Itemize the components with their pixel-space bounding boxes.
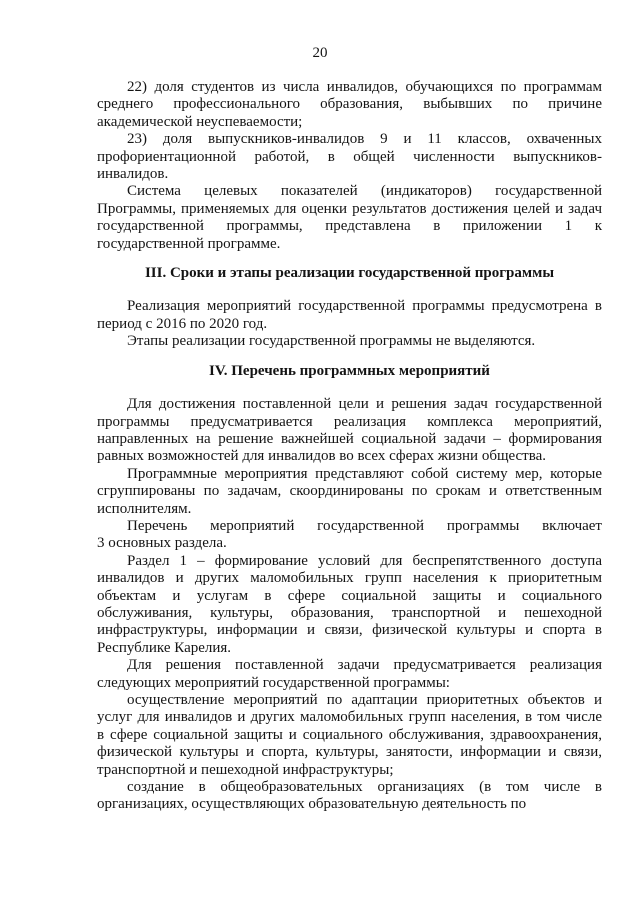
- text-line: осуществление мероприятий по адаптации приоритетных объектов и: [127, 692, 602, 708]
- text-line: инвалидов.: [97, 166, 169, 183]
- text-line: равных возможностей для инвалидов во всех сферах жизни общества.: [97, 448, 547, 465]
- text-line: Перечень мероприятий государственной программы включает: [127, 517, 602, 534]
- text-line: направленных на решение важнейшей социальной задачи – формирования: [97, 430, 602, 447]
- section-heading-iii: III. Сроки и этапы реализации государственной программы: [144, 265, 555, 282]
- text-line: программы предусматривается реализация комплекса мероприятий,: [97, 413, 602, 430]
- text-line: исполнителям.: [97, 500, 192, 517]
- text-line: государственной программе.: [97, 235, 281, 252]
- paragraph-indicators: [97, 183, 602, 253]
- paragraph-adaptation-measures: [97, 692, 602, 779]
- text-line: организациях, осуществляющих образовательную деятельность по: [97, 796, 527, 813]
- text-line: профориентационной работой, в общей численности выпускников-: [97, 148, 602, 165]
- text-line: транспортной и пешеходной инфраструктуры;: [97, 761, 394, 778]
- text-line: 22) доля студентов из числа инвалидов, обучающихся по программам: [127, 79, 602, 95]
- text-line: Для решения поставленной задачи предусматривается реализация: [127, 657, 602, 674]
- page-number: 20: [312, 45, 328, 61]
- paragraph-sections-count: [97, 518, 602, 553]
- paragraph-creation-in-organizations: [97, 779, 602, 814]
- paragraph-item-23: [97, 131, 602, 183]
- paragraph-goal: [97, 396, 602, 466]
- text-line: Реализация мероприятий государственной программы предусмотрена в: [127, 298, 602, 315]
- paragraph-item-22: [97, 79, 602, 131]
- text-line: Республике Карелия.: [97, 639, 232, 656]
- text-line: среднего профессионального образования, выбывших по причине: [97, 96, 602, 113]
- page-content: [97, 79, 602, 814]
- section-heading-iv: IV. Перечень программных мероприятий: [209, 362, 490, 379]
- paragraph-stages: [97, 333, 602, 350]
- text-line: физической культуры и спорта, культуры, занятости, информации и связи,: [97, 744, 602, 761]
- text-line: 23) доля выпускников-инвалидов 9 и 11 классов, охваченных: [127, 131, 602, 148]
- text-line: инвалидов и других маломобильных групп населения к приоритетным: [97, 570, 602, 587]
- paragraph-system-of-measures: [97, 466, 602, 518]
- text-line: период с 2016 по 2020 год.: [97, 315, 268, 332]
- text-line: объектам и услугам в сфере социальной защиты и социального: [97, 587, 602, 604]
- text-line: Раздел 1 – формирование условий для беспрепятственного доступа: [127, 552, 602, 569]
- paragraph-section-1: [97, 553, 602, 657]
- text-line: Этапы реализации государственной программы не выделяются.: [127, 333, 536, 350]
- text-line: в сфере социальной защиты и социального обслуживания, здравоохранения,: [97, 726, 602, 743]
- text-line: создание в общеобразовательных организациях (в том числе в: [127, 779, 602, 796]
- text-line: Система целевых показателей (индикаторов) государственной: [127, 183, 602, 200]
- text-line: обслуживания, культуры, образования, транспортной и пешеходной: [97, 604, 602, 621]
- text-line: услуг для инвалидов и других маломобильных групп населения, в том числе: [97, 709, 602, 726]
- text-line: Программы, применяемых для оценки результатов достижения целей и задач: [97, 200, 602, 217]
- text-line: государственной программы, представлена в приложении 1 к: [97, 218, 602, 235]
- paragraph-implementation-period: [97, 298, 602, 333]
- text-line: 3 основных раздела.: [97, 535, 227, 552]
- paragraph-task-solution: [97, 657, 602, 692]
- text-line: инфраструктуры, информации и связи, физической культуры и спорта в: [97, 622, 602, 639]
- text-line: Программные мероприятия представляют собой систему мер, которые: [127, 465, 602, 482]
- text-line: Для достижения поставленной цели и решения задач государственной: [127, 396, 602, 413]
- text-line: следующих мероприятий государственной программы:: [97, 674, 450, 691]
- text-line: академической неуспеваемости;: [97, 113, 303, 130]
- text-line: сгруппированы по задачам, скоординированы по срокам и ответственным: [97, 483, 602, 500]
